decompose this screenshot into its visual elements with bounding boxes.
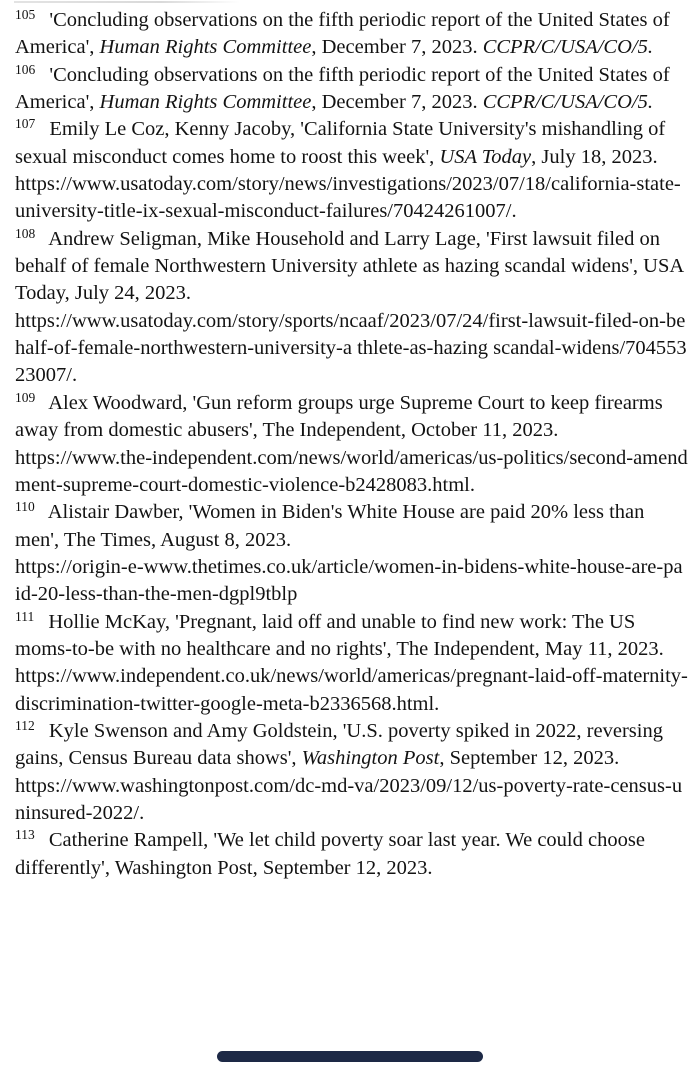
footnote-number: 107: [15, 116, 36, 132]
footnote-number: 110: [15, 499, 35, 515]
footnote-number: 109: [15, 389, 36, 405]
footnote: [15, 718, 688, 827]
footnote-segment: , July 18, 2023.: [531, 145, 658, 168]
footnote-text: [15, 608, 688, 718]
footnote-url: https://www.independent.co.uk/news/world/americas/pregnant-laid-off-maternity-discrimination-twitter-google-meta-b2336568.html.: [15, 665, 688, 715]
footnote: [15, 7, 688, 62]
footnote: [15, 390, 688, 499]
footnote-text: [15, 9, 670, 58]
footnote: [15, 116, 688, 225]
footnote-text: [15, 501, 688, 608]
footnote: [15, 827, 688, 882]
footnote-text: [15, 118, 688, 225]
footnote-text: [15, 829, 645, 878]
footnotes-list: [15, 7, 688, 882]
footnote-segment: Catherine Rampell, 'We let child poverty soar last year. We could choose differently', Washington Post, September 12, 2023.: [15, 829, 645, 879]
footnote-segment: , December 7, 2023.: [311, 91, 483, 114]
footnote-segment: Human Rights Committee: [99, 36, 312, 59]
footnote-segment: Hollie McKay, 'Pregnant, laid off and unable to find new work: The US moms-to-be with no healthcare and no rights', The Independent, May 11, 2023.: [15, 610, 664, 660]
footnote-number: 105: [15, 7, 36, 22]
footnote: [15, 609, 688, 718]
footnote-segment: CCPR/C/USA/CO/5.: [482, 36, 653, 59]
footnote-segment: Alex Woodward, 'Gun reform groups urge Supreme Court to keep firearms away from domestic abusers', The Independent, October 11, 2023.: [15, 391, 663, 442]
footnote-number: 108: [15, 225, 36, 241]
footnote-text: [15, 389, 688, 499]
home-indicator-bar[interactable]: [217, 1051, 483, 1062]
footnote-segment: , December 7, 2023.: [311, 36, 483, 59]
footnote: [15, 499, 688, 608]
footnote-url: https://www.washingtonpost.com/dc-md-va/2023/09/12/us-poverty-rate-census-uninsured-2022/.: [15, 774, 683, 824]
footnote-segment: , September 12, 2023.: [439, 747, 620, 770]
footnote-url: https://origin-e-www.thetimes.co.uk/article/women-in-bidens-white-house-are-paid-20-less-than-the-men-dgpl9tblp: [15, 555, 683, 606]
footnote-number: 113: [15, 827, 35, 843]
footnote-segment: Emily Le Coz, Kenny Jacoby, 'California State University's mishandling of sexual misconduct comes home to roost this week',: [15, 118, 666, 168]
footnote-segment: Kyle Swenson and Amy Goldstein, 'U.S. poverty spiked in 2022, reversing gains, Census Bureau data shows',: [15, 719, 663, 770]
footnote-url: https://www.usatoday.com/story/sports/ncaaf/2023/07/24/first-lawsuit-filed-on-behalf-of-female-northwestern-university-a thlete-as-hazing scandal-widens/70455323007/.: [15, 309, 687, 387]
footnote-segment: 'Concluding observations on the fifth periodic report of the United States of America',: [15, 63, 670, 114]
footnote-text: [15, 61, 670, 114]
footnote-number: 111: [15, 608, 35, 624]
footnote-segment: 'Concluding observations on the fifth periodic report of the United States of America',: [15, 9, 670, 59]
footnote-text: [15, 225, 688, 390]
footnote: [15, 226, 688, 390]
footnote-number: 106: [15, 61, 36, 77]
footnote-segment: USA Today: [439, 145, 532, 168]
footnote: [15, 62, 688, 117]
footnote-text: [15, 717, 688, 827]
footnote-segment: Alistair Dawber, 'Women in Biden's White House are paid 20% less than men', The Times, August 8, 2023.: [15, 501, 645, 551]
footnote-number: 112: [15, 717, 35, 733]
footnote-url: https://www.the-independent.com/news/world/americas/us-politics/second-amendment-supreme-court-domestic-violence-b2428083.html.: [15, 446, 688, 496]
footnote-segment: Human Rights Committee: [99, 91, 312, 114]
footnote-segment: CCPR/C/USA/CO/5.: [482, 91, 653, 114]
footnote-segment: Washington Post: [301, 747, 440, 770]
footnote-segment: Andrew Seligman, Mike Household and Larry Lage, 'First lawsuit filed on behalf of female Northwestern University athlete as hazing scandal widens', USA Today, July 24, 2023.: [15, 227, 684, 305]
footnote-url: https://www.usatoday.com/story/news/investigations/2023/07/18/california-state-university-title-ix-sexual-misconduct-failures/70424261007/.: [15, 173, 681, 223]
